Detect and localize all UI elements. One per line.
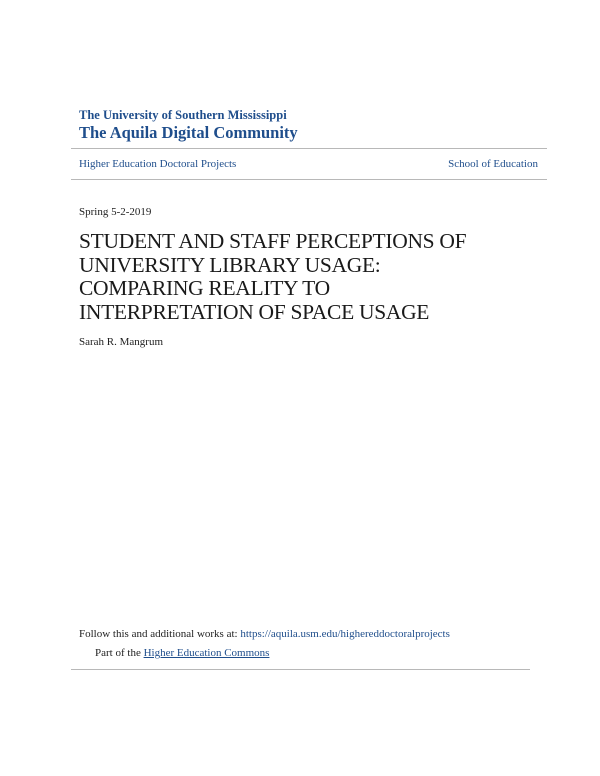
follow-label: Follow this and additional works at:	[79, 628, 241, 640]
nav-divider	[71, 179, 547, 180]
follow-line	[79, 628, 450, 640]
publication-date: Spring 5-2-2019	[79, 206, 152, 218]
title-line: COMPARING REALITY TO	[79, 276, 330, 300]
university-name[interactable]: The University of Southern Mississippi	[79, 108, 287, 122]
follow-url-link[interactable]: https://aquila.usm.edu/highereddoctoralprojects	[240, 628, 450, 640]
author-name: Sarah R. Mangrum	[79, 336, 164, 348]
title-line: INTERPRETATION OF SPACE USAGE	[79, 299, 430, 324]
commons-link[interactable]: Higher Education Commons	[143, 647, 270, 659]
collection-link[interactable]: Higher Education Doctoral Projects	[79, 158, 237, 170]
footer-divider	[71, 669, 530, 670]
repository-header	[79, 108, 298, 143]
title-line: UNIVERSITY LIBRARY USAGE:	[79, 252, 381, 277]
repository-name[interactable]: The Aquila Digital Community	[79, 123, 298, 142]
top-divider	[71, 148, 547, 149]
part-of-line	[95, 647, 269, 659]
part-of-label: Part of the	[95, 647, 144, 659]
document-title	[79, 230, 549, 324]
title-line: STUDENT AND STAFF PERCEPTIONS OF	[79, 229, 467, 253]
school-link[interactable]: School of Education	[448, 158, 538, 170]
